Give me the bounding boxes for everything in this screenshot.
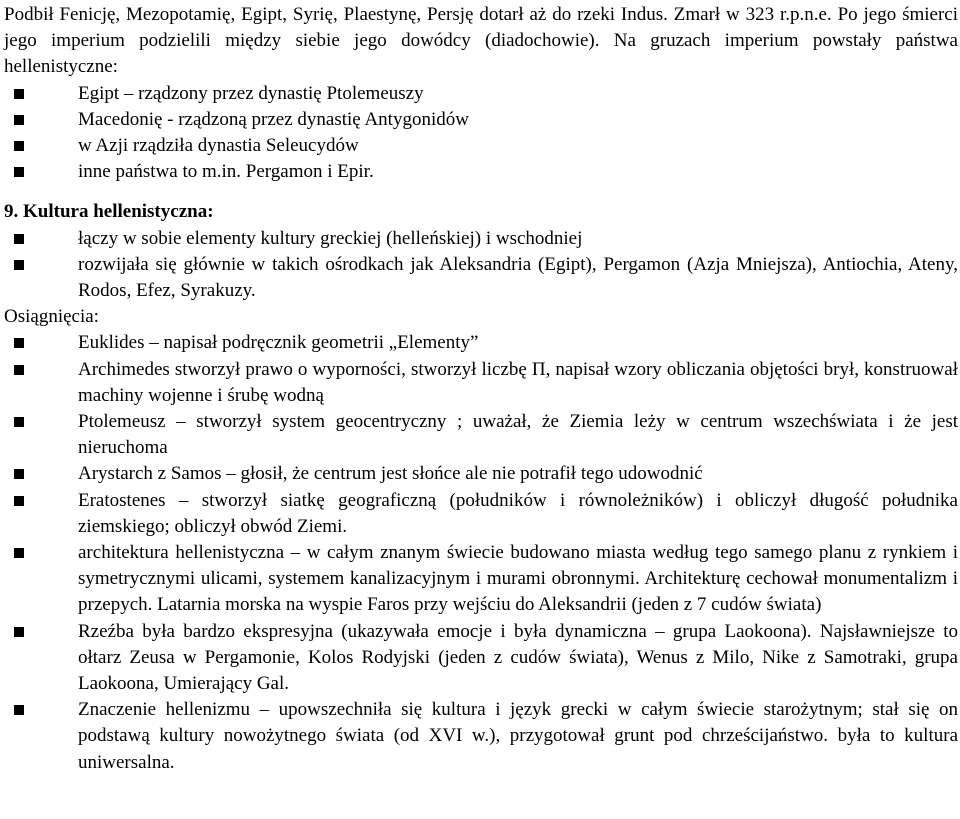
list-item: w Azji rządziła dynastia Seleucydów (78, 133, 958, 159)
intro-paragraph: Podbił Fenicję, Mezopotamię, Egipt, Syrię, Plaestynę, Persję dotarł aż do rzeki Indus. Zmarł w 323 r.p.n.e. Po jego śmierci jego imperium podzielili między siebie jego dowódcy (diadochowie). Na gruzach imperium powstały państwa hellenistyczne: (4, 4, 958, 78)
list-item: inne państwa to m.in. Pergamon i Epir. (78, 159, 958, 185)
list-item: Ptolemeusz – stworzył system geocentryczny ; uważał, że Ziemia leży w centrum wszechświata i że jest nieruchoma (78, 409, 958, 461)
list-item: Egipt – rządzony przez dynastię Ptolemeuszy (78, 81, 958, 107)
list-item: Macedonię - rządzoną przez dynastię Antygonidów (78, 107, 958, 133)
list-item: Arystarch z Samos – głosił, że centrum jest słońce ale nie potrafił tego udowodnić (78, 461, 958, 487)
list-item: Znaczenie hellenizmu – upowszechniła się kultura i język grecki w całym świecie starożytnym; stał się on podstawą kultury nowożytnego świata (od XVI w.), przygotował grunt pod chrześcijaństwo. była to kultura uniwersalna. (78, 697, 958, 776)
section-heading: 9. Kultura hellenistyczna: (4, 201, 214, 223)
list-item: Rzeźba była bardzo ekspresyjna (ukazywała emocje i była dynamiczna – grupa Laokoona). Najsławniejsze to ołtarz Zeusa w Pergamonie, Kolos Rodyjski (jeden z cudów świata), Wenus z Milo, Nike z Samotraki, grupa Laokoona, Umierający Gal. (78, 619, 958, 698)
list-item: rozwijała się głównie w takich ośrodkach jak Aleksandria (Egipt), Pergamon (Azja Mniejsza), Antiochia, Ateny, Rodos, Efez, Syrakuzy. (78, 252, 958, 304)
achievements-list (4, 330, 958, 775)
list-item: Eratostenes – stworzył siatkę geograficzną (południków i równoleżników) i obliczył długość południka ziemskiego; obliczył obwód Ziemi. (78, 488, 958, 540)
list-item: Archimedes stworzył prawo o wyporności, stworzył liczbę Π, napisał wzory obliczania objętości brył, konstruował machiny wojenne i śrubę wodną (78, 357, 958, 409)
achievements-label: Osiągnięcia: (4, 306, 99, 328)
culture-list (4, 226, 958, 305)
list-item: łączy w sobie elementy kultury greckiej (helleńskiej) i wschodniej (78, 226, 958, 252)
list-item: architektura hellenistyczna – w całym znanym świecie budowano miasta według tego samego planu z rynkiem i symetrycznymi ulicami, systemem kanalizacyjnym i murami obronnymi. Architekturę cechował monumentalizm i przepych. Latarnia morska na wyspie Faros przy wejściu do Aleksandrii (jeden z 7 cudów świata) (78, 540, 958, 619)
list-item: Euklides – napisał podręcznik geometrii „Elementy” (78, 330, 958, 356)
hellenistic-states-list (4, 81, 958, 186)
section-spacer (4, 185, 958, 199)
